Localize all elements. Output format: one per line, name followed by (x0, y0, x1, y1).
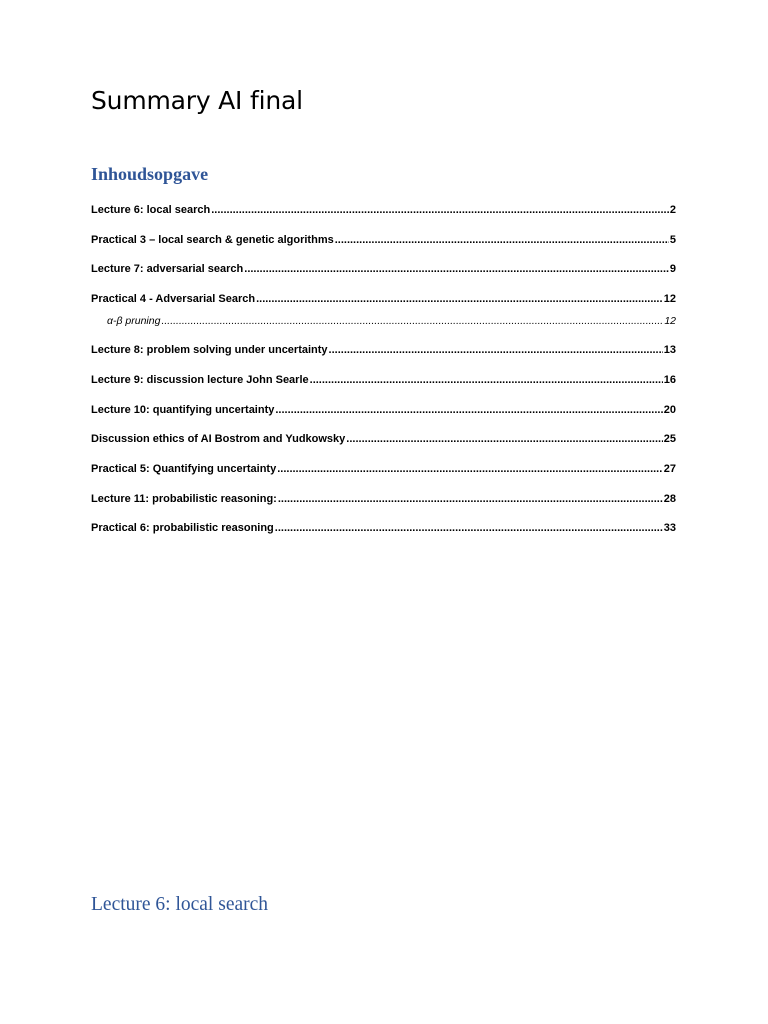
toc-entry-lecture-9[interactable] (91, 372, 676, 388)
toc-dot-leader (275, 520, 663, 536)
toc-entry-practical-5[interactable] (91, 461, 676, 477)
toc-entry-label: Lecture 9: discussion lecture John Searle (91, 374, 309, 386)
toc-entry-label: Lecture 6: local search (91, 204, 211, 216)
toc-dot-leader (329, 342, 663, 358)
toc-entry-page: 20 (663, 404, 676, 416)
toc-dot-leader (346, 431, 662, 447)
toc-entry-alpha-beta-pruning[interactable] (107, 313, 676, 329)
toc-entry-label: Lecture 10: quantifying uncertainty (91, 404, 275, 416)
toc-entry-lecture-6[interactable] (91, 202, 676, 218)
toc-dot-leader (278, 491, 663, 507)
toc-entry-page: 12 (664, 315, 676, 327)
toc-entry-label: Practical 6: probabilistic reasoning (91, 522, 274, 534)
toc-dot-leader (275, 402, 662, 418)
toc-entry-label: Discussion ethics of AI Bostrom and Yudkowsky (91, 433, 346, 445)
toc-entry-label: Practical 4 - Adversarial Search (91, 293, 256, 305)
toc-entry-discussion-ethics[interactable] (91, 431, 676, 447)
document-title: Summary AI final (91, 86, 303, 115)
toc-entry-label: Lecture 11: probabilistic reasoning: (91, 493, 277, 505)
toc-dot-leader (310, 372, 663, 388)
toc-entry-page: 28 (663, 493, 676, 505)
toc-entry-label: Lecture 8: problem solving under uncertainty (91, 344, 328, 356)
toc-entry-lecture-11[interactable] (91, 491, 676, 507)
toc-entry-label: Lecture 7: adversarial search (91, 263, 244, 275)
toc-entry-lecture-10[interactable] (91, 402, 676, 418)
toc-entry-page: 27 (663, 463, 676, 475)
toc-dot-leader (211, 202, 669, 218)
section-heading: Lecture 6: local search (91, 894, 269, 915)
toc-entry-practical-3[interactable] (91, 232, 676, 248)
toc-dot-leader (244, 261, 669, 277)
toc-entry-page: 12 (663, 293, 676, 305)
toc-entry-page: 33 (663, 522, 676, 534)
toc-entry-page: 13 (663, 344, 676, 356)
toc-entry-label: α-β pruning (107, 315, 161, 327)
toc-entry-page: 25 (663, 433, 676, 445)
toc-dot-leader (335, 232, 669, 248)
toc-entry-page: 16 (663, 374, 676, 386)
toc-entry-page: 5 (669, 234, 676, 246)
toc-dot-leader (256, 291, 663, 307)
toc-entry-page: 2 (669, 204, 676, 216)
toc-entry-label: Practical 5: Quantifying uncertainty (91, 463, 277, 475)
toc-heading: Inhoudsopgave (91, 164, 209, 184)
toc-dot-leader (161, 313, 663, 329)
toc-entry-page: 9 (669, 263, 676, 275)
toc-entry-practical-4[interactable] (91, 291, 676, 307)
toc-dot-leader (277, 461, 663, 477)
toc-entry-lecture-7[interactable] (91, 261, 676, 277)
toc-entry-practical-6[interactable] (91, 520, 676, 536)
toc-entry-lecture-8[interactable] (91, 342, 676, 358)
toc-entry-label: Practical 3 – local search & genetic algorithms (91, 234, 334, 246)
